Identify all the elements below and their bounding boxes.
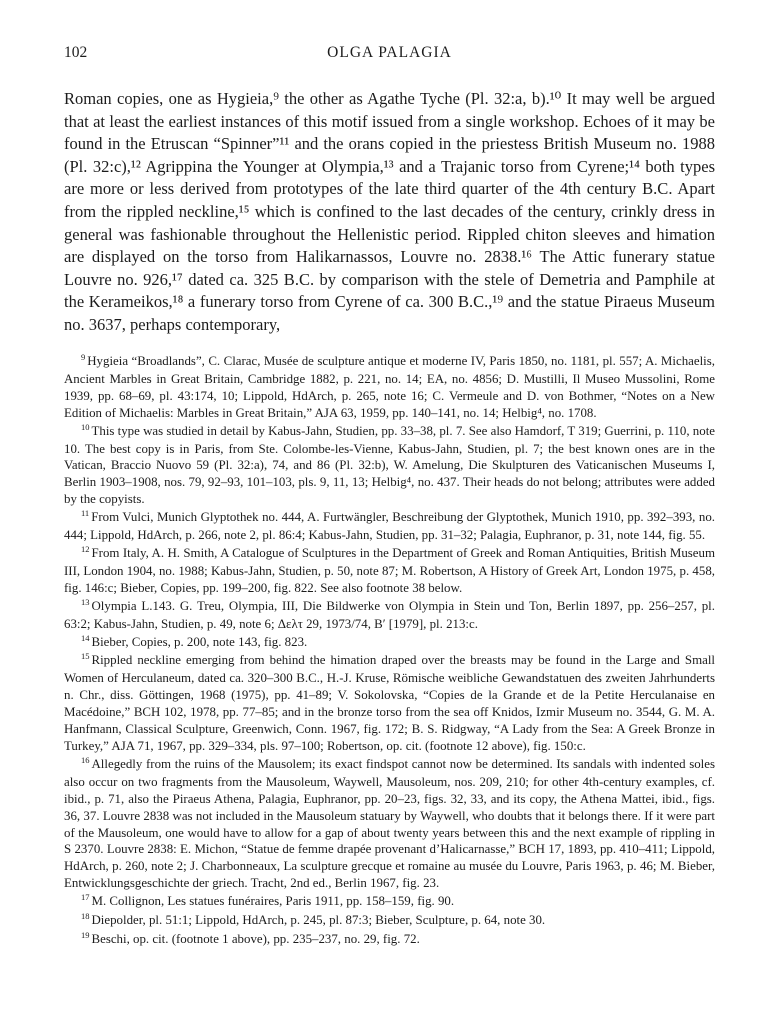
footnote-number: 10 — [81, 421, 90, 432]
page-number: 102 — [64, 44, 88, 61]
footnote-text: Bieber, Copies, p. 200, note 143, fig. 823. — [91, 634, 308, 649]
footnote — [64, 509, 715, 544]
footnote — [64, 353, 715, 422]
footnote-text: Hygieia “Broadlands”, C. Clarac, Musée de sculpture antique et moderne IV, Paris 1850, no. 1181, pl. 557; A. Michaelis, Ancient Marbles in Great Britain, Cambridge 1882, p. 221, no. 14; EA, no. 4856; D. Mustilli, Il Museo Mussolini, Rome 1939, pp. 68–69, pl. 43:174, 10; Lippold, HdArch, p. 265, note 16; C. Vermeule and D. von Bothmer, “Notes on a New Edition of Michaelis: Marbles in Great Britain,” AJA 63, 1959, pp. 140–141, no. 14; Helbig⁴, no. 1708. — [64, 354, 715, 420]
footnote — [64, 545, 715, 597]
footnote-number: 19 — [81, 929, 90, 940]
footnote-text: From Italy, A. H. Smith, A Catalogue of Sculptures in the Department of Greek and Roman Antiquities, British Museum III, London 1904, no. 1988; Kabus-Jahn, Studien, p. 50, note 87; M. Robertson, A History of Greek Art, London 1975, p. 458, fig. 146:c; Bieber, Copies, pp. 199–200, fig. 822. See also footnote 38 below. — [64, 546, 715, 595]
footnote-text: Diepolder, pl. 51:1; Lippold, HdArch, p. 245, pl. 87:3; Bieber, Sculpture, p. 64, note 30. — [91, 913, 546, 928]
footnote-text: M. Collignon, Les statues funéraires, Paris 1911, pp. 158–159, fig. 90. — [91, 894, 455, 909]
body-paragraph: Roman copies, one as Hygieia,⁹ the other as Agathe Tyche (Pl. 32:a, b).¹⁰ It may well be argued that at least the earliest instances of this motif issued from a single workshop. Echoes of it may be found in the Etruscan “Spinner”¹¹ and the orans copied in the priestess British Museum no. 1988 (Pl. 32:c),¹² Agrippina the Younger at Olympia,¹³ and a Trajanic torso from Cyrene;¹⁴ both types are more or less derived from prototypes of the late third quarter of the 4th century B.C. Apart from the rippled neckline,¹⁵ which is confined to the last decades of the century, crinkly dress in general was fashionable throughout the Hellenistic period. Rippled chiton sleeves and himation are displayed on the torso from Halikarnassos, Louvre no. 2838.¹⁶ The Attic funerary statue Louvre no. 926,¹⁷ dated ca. 325 B.C. by comparison with the stele of Demetria and Pamphile at the Kerameikos,¹⁸ a funerary torso from Cyrene of ca. 300 B.C.,¹⁹ and the statue Piraeus Museum no. 3637, perhaps contemporary, — [64, 89, 715, 334]
footnote-text: Allegedly from the ruins of the Mausolem; its exact findspot cannot now be determined. Its sandals with indented soles also occur on two fragments from the Mausoleum, Waywell, Mausoleum, nos. 209, 210; for other 4th-century examples, cf. ibid., p. 71, also the Piraeus Athena, Palagia, Euphranor, pp. 20–23, figs. 32, 33, and its copy, the Athena Mattei, ibid., figs. 36, 37. Louvre 2838 was not included in the Mausoleum statuary by Waywell, who doubts that it belongs there. If it were part of the Mausoleum, one would have to allow for a gap of about twenty years between this and the next example of rippling in S 2370. Louvre 2838: E. Michon, “Statue de femme drapée provenant d’Halicarnasse,” BCH 17, 1893, pp. 410–411; Lippold, HdArch, p. 260, note 2; J. Charbonneaux, La sculpture grecque et romaine au musée du Louvre, Paris 1963, p. 46; M. Bieber, Entwicklungsgeschichte der griech. Tracht, 2nd ed., Berlin 1967, fig. 23. — [64, 756, 715, 891]
footnote-number: 15 — [81, 651, 90, 662]
footnote-number: 13 — [81, 596, 90, 607]
footnote-number: 9 — [81, 352, 86, 363]
footnote-text: This type was studied in detail by Kabus-Jahn, Studien, pp. 33–38, pl. 7. See also Hamdorf, T 319; Guerrini, p. 110, note 10. The best copy is in Paris, from Ste. Colombe-les-Vienne, Kabus-Jahn, Studien, pl. 7; the best known ones are in the Vatican, Braccio Nuovo 59 (Pl. 32:a), 74, and 86 (Pl. 32:b), W. Amelung, Die Skulpturen des Vaticanischen Museums I, Berlin 1903–1908, nos. 79, 92–93, 101–103, pls. 9, 11, 13; Helbig⁴, no. 437. Their heads do not belong; attributes were added by the copyists. — [64, 423, 715, 507]
footnote — [64, 423, 715, 509]
footnote — [64, 634, 715, 652]
book-page — [64, 44, 715, 950]
footnote-number: 17 — [81, 892, 90, 903]
footnote-number: 14 — [81, 632, 90, 643]
footnote-number: 16 — [81, 754, 90, 765]
running-head — [64, 44, 715, 66]
footnote — [64, 652, 715, 754]
footnote — [64, 893, 715, 911]
footnote-text: Beschi, op. cit. (footnote 1 above), pp. 235–237, no. 29, fig. 72. — [91, 931, 420, 946]
footnote — [64, 912, 715, 930]
footnote-number: 18 — [81, 911, 90, 922]
footnote — [64, 756, 715, 892]
footnotes — [64, 353, 715, 949]
footnote-text: Rippled neckline emerging from behind the himation draped over the breasts may be found in the Large and Small Women of Herculaneum, dated ca. 320–300 B.C., H.-J. Kruse, Römische weibliche Gewandstatuen des zweiten Jahrhunderts n. Chr., diss. Göttingen, 1968 (1975), pp. 41–89; V. Sokolovska, “Copies de la Grande et de la Petite Herculanaise en Macédoine,” BCH 102, 1978, pp. 77–85; and in the bronze torso from the sea off Knidos, Izmir Museum no. 3544, G. M. A. Hanfmann, Classical Sculpture, Greenwich, Conn. 1967, fig. 172; B. S. Ridgway, “A Lady from the Sea: A Greek Bronze in Turkey,” AJA 71, 1967, pp. 329–334, pls. 97–100; Robertson, op. cit. (footnote 12 above), fig. 150:c. — [64, 653, 715, 753]
footnote-text: Olympia L.143. G. Treu, Olympia, III, Die Bildwerke von Olympia in Stein und Ton, Berlin 1897, pp. 256–257, pl. 63:2; Kabus-Jahn, Studien, p. 49, note 6; Δελτ 29, 1973/74, Β′ [1979], pl. 213:c. — [64, 598, 715, 631]
footnote — [64, 931, 715, 949]
footnote — [64, 598, 715, 633]
footnote-number: 12 — [81, 544, 90, 554]
footnote-number: 11 — [81, 508, 90, 519]
running-title: OLGA PALAGIA — [327, 44, 452, 61]
footnote-text: From Vulci, Munich Glyptothek no. 444, A. Furtwängler, Beschreibung der Glyptothek, Munich 1910, pp. 392–393, no. 444; Lippold, HdArch, p. 266, note 2, pl. 86:4; Kabus-Jahn, Studien, pp. 31–32; Palagia, Euphranor, p. 31, note 144, fig. 55. — [64, 510, 715, 543]
